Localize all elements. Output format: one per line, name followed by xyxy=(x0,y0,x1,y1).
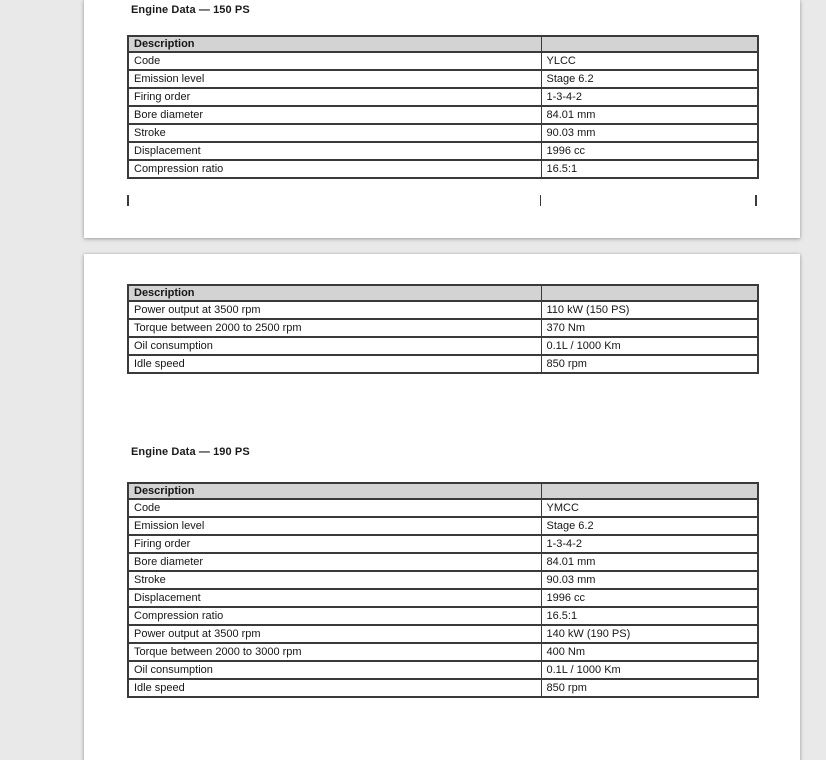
table-header-row xyxy=(128,483,758,499)
spec-label: Firing order xyxy=(128,535,541,553)
header-description: Description xyxy=(128,285,541,301)
spec-value: 110 kW (150 PS) xyxy=(541,301,758,319)
table-header-row xyxy=(128,36,758,52)
spec-value: 140 kW (190 PS) xyxy=(541,625,758,643)
spec-label: Oil consumption xyxy=(128,337,541,355)
table-row xyxy=(128,607,758,625)
table-row xyxy=(128,337,758,355)
spec-value: 90.03 mm xyxy=(541,571,758,589)
table-row xyxy=(128,625,758,643)
table-row xyxy=(128,643,758,661)
header-value xyxy=(541,285,758,301)
spec-value: 0.1L / 1000 Km xyxy=(541,337,758,355)
document-page-1 xyxy=(84,0,800,238)
spec-label: Stroke xyxy=(128,124,541,142)
spec-value: 370 Nm xyxy=(541,319,758,337)
spec-label: Bore diameter xyxy=(128,106,541,124)
clipped-table-row xyxy=(127,195,757,206)
spec-value: 1-3-4-2 xyxy=(541,88,758,106)
spec-label: Power output at 3500 rpm xyxy=(128,625,541,643)
table-row xyxy=(128,355,758,373)
header-value xyxy=(541,483,758,499)
spec-label: Compression ratio xyxy=(128,160,541,178)
spec-label: Power output at 3500 rpm xyxy=(128,301,541,319)
engine-data-table-150ps xyxy=(127,35,759,179)
table-row xyxy=(128,160,758,178)
spec-label: Code xyxy=(128,499,541,517)
table-row xyxy=(128,499,758,517)
spec-label: Torque between 2000 to 3000 rpm xyxy=(128,643,541,661)
header-value xyxy=(541,36,758,52)
spec-value: 84.01 mm xyxy=(541,106,758,124)
spec-value: 850 rpm xyxy=(541,679,758,697)
spec-label: Firing order xyxy=(128,88,541,106)
spec-value: 84.01 mm xyxy=(541,553,758,571)
table-row xyxy=(128,301,758,319)
spec-label: Compression ratio xyxy=(128,607,541,625)
spec-value: 0.1L / 1000 Km xyxy=(541,661,758,679)
table-row xyxy=(128,679,758,697)
spec-value: 1-3-4-2 xyxy=(541,535,758,553)
table-row xyxy=(128,661,758,679)
table-row xyxy=(128,517,758,535)
header-description: Description xyxy=(128,36,541,52)
spec-value: 90.03 mm xyxy=(541,124,758,142)
spec-label: Emission level xyxy=(128,517,541,535)
spec-label: Oil consumption xyxy=(128,661,541,679)
spec-value: YMCC xyxy=(541,499,758,517)
spec-label: Idle speed xyxy=(128,355,541,373)
spec-label: Stroke xyxy=(128,571,541,589)
spec-value: 1996 cc xyxy=(541,142,758,160)
table-row xyxy=(128,589,758,607)
table-row xyxy=(128,142,758,160)
spec-value: 1996 cc xyxy=(541,589,758,607)
header-description: Description xyxy=(128,483,541,499)
spec-value: Stage 6.2 xyxy=(541,70,758,88)
spec-value: 16.5:1 xyxy=(541,160,758,178)
spec-label: Code xyxy=(128,52,541,70)
section-title-150ps: Engine Data — 150 PS xyxy=(131,4,250,16)
table-row xyxy=(128,319,758,337)
spec-label: Bore diameter xyxy=(128,553,541,571)
spec-label: Displacement xyxy=(128,589,541,607)
spec-label: Torque between 2000 to 2500 rpm xyxy=(128,319,541,337)
spec-value: YLCC xyxy=(541,52,758,70)
spec-value: 850 rpm xyxy=(541,355,758,373)
table-row xyxy=(128,52,758,70)
section-title-190ps: Engine Data — 190 PS xyxy=(131,446,250,458)
table-row xyxy=(128,124,758,142)
table-row xyxy=(128,70,758,88)
table-row xyxy=(128,535,758,553)
table-row xyxy=(128,88,758,106)
spec-label: Idle speed xyxy=(128,679,541,697)
spec-label: Emission level xyxy=(128,70,541,88)
spec-value: 16.5:1 xyxy=(541,607,758,625)
clipped-row-column-divider xyxy=(540,195,541,206)
table-row xyxy=(128,553,758,571)
table-header-row xyxy=(128,285,758,301)
table-row xyxy=(128,106,758,124)
spec-label: Displacement xyxy=(128,142,541,160)
spec-value: 400 Nm xyxy=(541,643,758,661)
engine-data-table-190ps xyxy=(127,482,759,698)
document-page-2 xyxy=(84,254,800,760)
table-row xyxy=(128,571,758,589)
engine-data-table-150ps-continued xyxy=(127,284,759,374)
spec-value: Stage 6.2 xyxy=(541,517,758,535)
